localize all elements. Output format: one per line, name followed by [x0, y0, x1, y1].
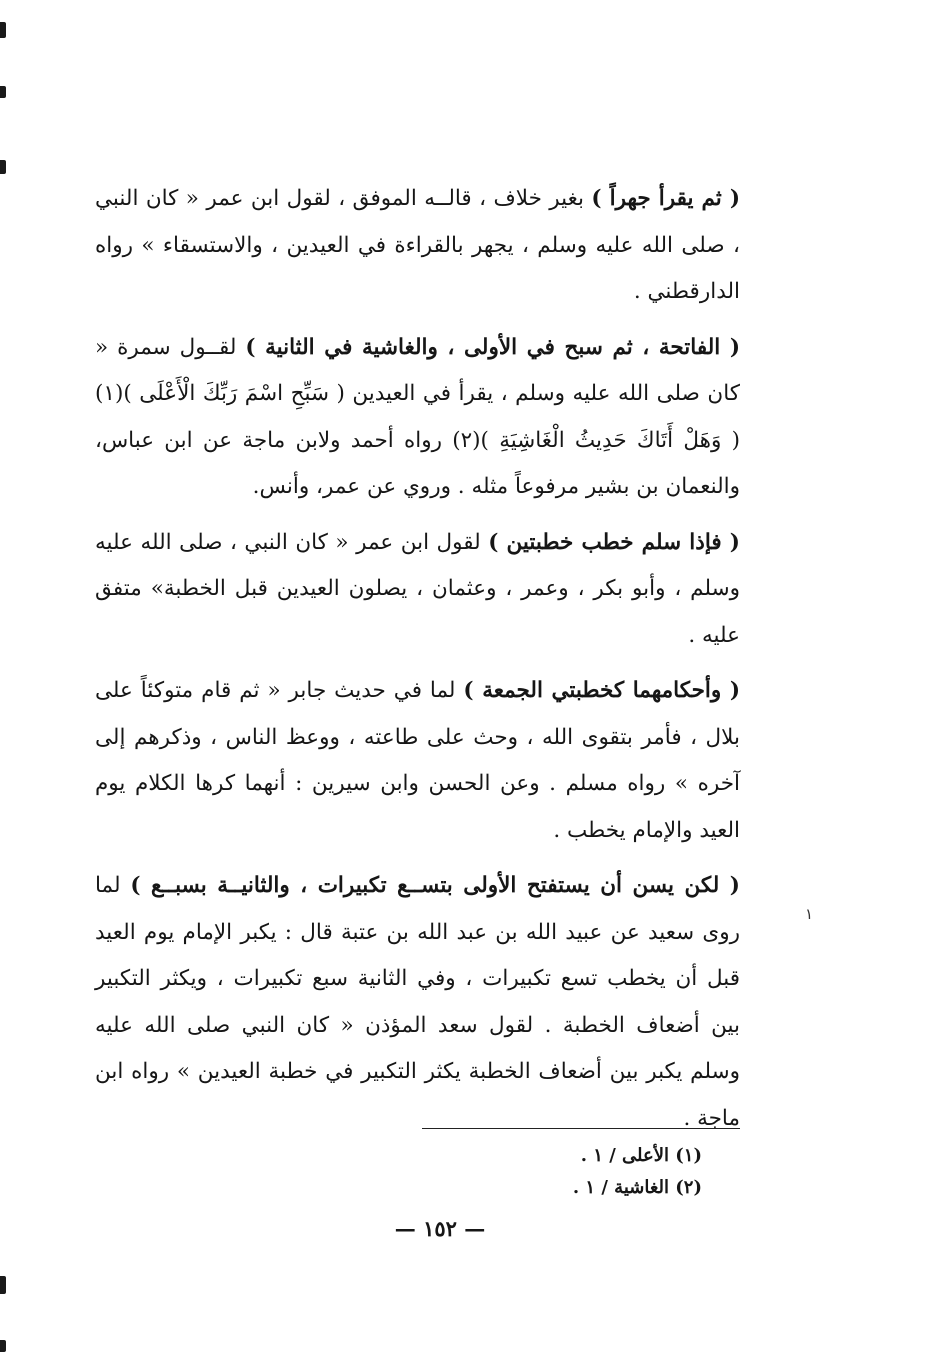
paragraph-lead: ( الفاتحة ، ثم سبح في الأولى ، والغاشية في الثانية ) [245, 334, 740, 360]
paragraph [95, 520, 740, 660]
paragraph-text: لقــول سمرة « كان صلى الله عليه وسلم ، يقرأ في العيدين ( سَبِّحِ اسْمَ رَبِّكَ الْأَعْلَى )(١) ( وَهَلْ أَتَاكَ حَدِيثُ الْغَاشِيَةِ )(٢) رواه أحمد ولابن ماجة عن ابن عباس، والنعمان بن بشير مرفوعاً مثله . وروي عن عمر، وأنس. [95, 334, 740, 499]
paragraph-text: لما في حديث جابر « ثم قام متوكئاً على بلال ، فأمر بتقوى الله ، وحث على طاعته ، ووعظ الناس ، وذكرهم إلى آخره » رواه مسلم . وعن الحسن وابن سيرين : أنهما كرها الكلام يوم العيد والإمام يخطب . [95, 678, 740, 843]
page-number: — ١٥٢ — [394, 1216, 486, 1241]
footnote: (٢) الغاشية / ١ . [572, 1177, 702, 1198]
margin-note: ١ [805, 905, 814, 923]
scan-edge-mark [0, 1340, 6, 1352]
paragraph [95, 176, 740, 316]
paragraph-text: لقول ابن عمر « كان النبي ، صلى الله عليه وسلم ، وأبو بكر ، وعمر ، وعثمان ، يصلون العيدين قبل الخطبة» متفق عليه . [95, 529, 740, 648]
scan-edge-mark [0, 22, 6, 38]
paragraph-lead: ( لكن يسن أن يستفتح الأولى بتســع تكبيرات ، والثانيــة بسبــع ) [130, 873, 740, 898]
paragraph-lead: ( فإذا سلم خطب خطبتين ) [488, 529, 740, 555]
paragraph-text: لما روى سعيد عن عبيد الله بن عبد الله بن عتبة قال : يكبر الإمام يوم العيد قبل أن يخطب تسع تكبيرات ، وفي الثانية سبع تكبيرات ، ويكثر التكبير بين أضعاف الخطبة . لقول سعد المؤذن « كان النبي صلى الله عليه وسلم يكبر بين أضعاف الخطبة يكثر التكبير في خطبة العيدين » رواه ابن ماجة . [95, 873, 740, 1131]
paragraph-text: بغير خلاف ، قالــه الموفق ، لقول ابن عمر « كان النبي ، صلى الله عليه وسلم ، يجهر بالقراءة في العيدين ، والاستسقاء » رواه الدارقطني . [95, 186, 740, 304]
paragraph-lead: ( ثم يقرأ جهراً ) [591, 186, 741, 211]
footnotes [440, 1140, 702, 1204]
scan-edge-mark [0, 1276, 6, 1294]
paragraph [95, 325, 740, 511]
paragraph [95, 668, 740, 854]
scan-edge-mark [0, 160, 6, 174]
paragraph-lead: ( وأحكامهما كخطبتي الجمعة ) [463, 678, 740, 703]
footnote-divider [422, 1128, 740, 1129]
scan-edge-mark [0, 86, 6, 98]
footnote: (١) الأعلى / ١ . [580, 1145, 702, 1166]
main-text [95, 176, 740, 1151]
paragraph [95, 863, 740, 1142]
